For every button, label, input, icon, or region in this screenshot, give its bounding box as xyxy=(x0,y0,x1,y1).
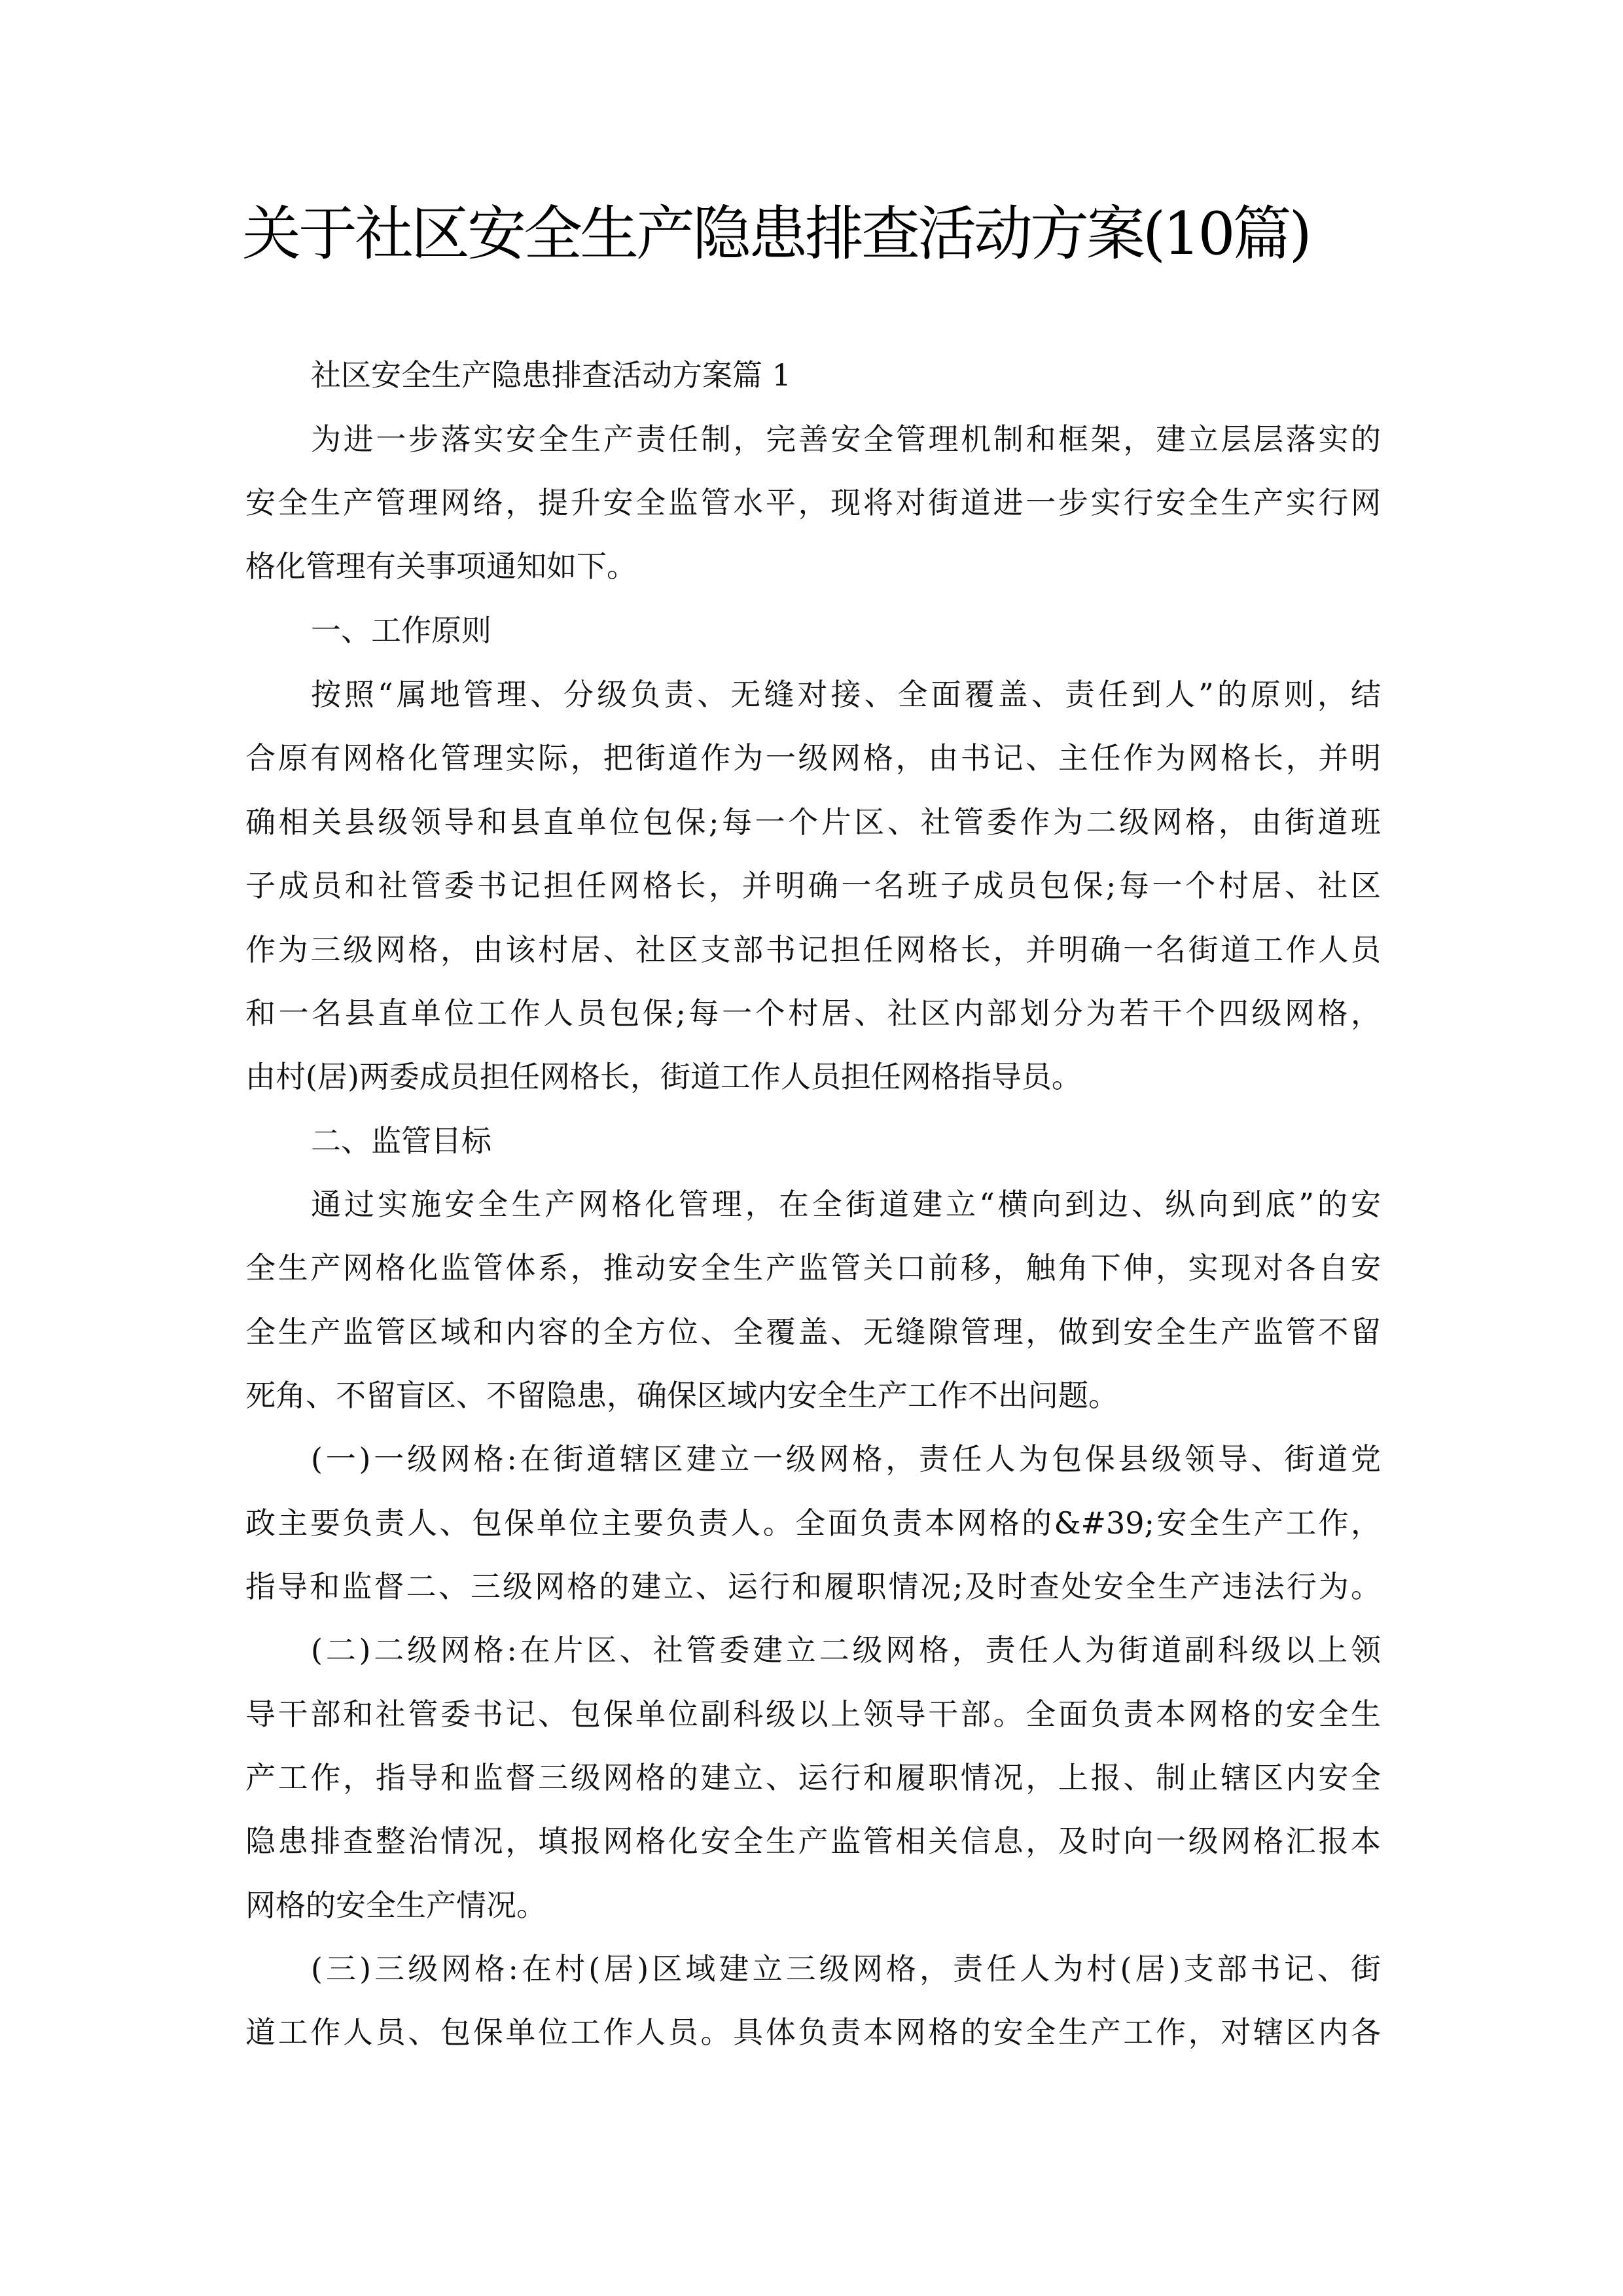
paragraph-line: 为进一步落实安全生产责任制，完善安全管理机制和框架，建立层层落实的 xyxy=(311,422,1381,457)
paragraph-line: 全生产网格化监管体系，推动安全生产监管关口前移，触角下伸，实现对各自安 xyxy=(245,1250,1381,1285)
paragraph-line: (二)二级网格:在片区、社管委建立二级网格，责任人为街道副科级以上领 xyxy=(311,1632,1381,1668)
paragraph-line: 子成员和社管委书记担任网格长，并明确一名班子成员包保;每一个村居、社区 xyxy=(245,868,1381,903)
paragraph-line: 导干部和社管委书记、包保单位副科级以上领导干部。全面负责本网格的安全生 xyxy=(245,1696,1381,1732)
paragraph-line: 指导和监督二、三级网格的建立、运行和履职情况;及时查处安全生产违法行为。 xyxy=(245,1569,1381,1604)
paragraph-line: 道工作人员、包保单位工作人员。具体负责本网格的安全生产工作，对辖区内各 xyxy=(245,2015,1381,2050)
section-heading-supervision-goals: 二、监管目标 xyxy=(311,1123,491,1158)
paragraph-line: 网格的安全生产情况。 xyxy=(245,1888,546,1923)
section-heading-work-principles: 一、工作原则 xyxy=(311,613,491,648)
paragraph-line: 死角、不留盲区、不留隐患，确保区域内安全生产工作不出问题。 xyxy=(245,1378,1118,1413)
paragraph-line: (一)一级网格:在街道辖区建立一级网格，责任人为包保县级领导、街道党 xyxy=(311,1441,1381,1477)
paragraph-line: 合原有网格化管理实际，把街道作为一级网格，由书记、主任作为网格长，并明 xyxy=(245,740,1381,776)
document-title: 关于社区安全生产隐患排查活动方案(10篇) xyxy=(242,200,1310,268)
paragraph-line: 确相关县级领导和县直单位包保;每一个片区、社管委作为二级网格，由街道班 xyxy=(245,804,1381,840)
paragraph-line: 格化管理有关事项通知如下。 xyxy=(245,548,637,584)
paragraph-line: 安全生产管理网络，提升安全监管水平，现将对街道进一步实行安全生产实行网 xyxy=(245,485,1381,520)
paragraph-line: 产工作，指导和监督三级网格的建立、运行和履职情况，上报、制止辖区内安全 xyxy=(245,1760,1381,1795)
paragraph-line: 按照“属地管理、分级负责、无缝对接、全面覆盖、责任到人”的原则，结 xyxy=(311,677,1381,712)
paragraph-line: 政主要负责人、包保单位主要负责人。全面负责本网格的&#39;安全生产工作， xyxy=(245,1505,1381,1541)
paragraph-line: 由村(居)两委成员担任网格长，街道工作人员担任网格指导员。 xyxy=(245,1059,1082,1094)
paragraph-line: 全生产监管区域和内容的全方位、全覆盖、无缝隙管理，做到安全生产监管不留 xyxy=(245,1314,1381,1350)
paragraph-line: (三)三级网格:在村(居)区域建立三级网格，责任人为村(居)支部书记、街 xyxy=(311,1951,1381,1986)
paragraph-line: 通过实施安全生产网格化管理，在全街道建立“横向到边、纵向到底”的安 xyxy=(311,1187,1381,1222)
section-heading-part1: 社区安全生产隐患排查活动方案篇 1 xyxy=(311,357,791,393)
paragraph-line: 作为三级网格，由该村居、社区支部书记担任网格长，并明确一名街道工作人员 xyxy=(245,932,1381,967)
paragraph-line: 隐患排查整治情况，填报网格化安全生产监管相关信息，及时向一级网格汇报本 xyxy=(245,1823,1381,1859)
paragraph-line: 和一名县直单位工作人员包保;每一个村居、社区内部划分为若干个四级网格， xyxy=(245,996,1381,1031)
